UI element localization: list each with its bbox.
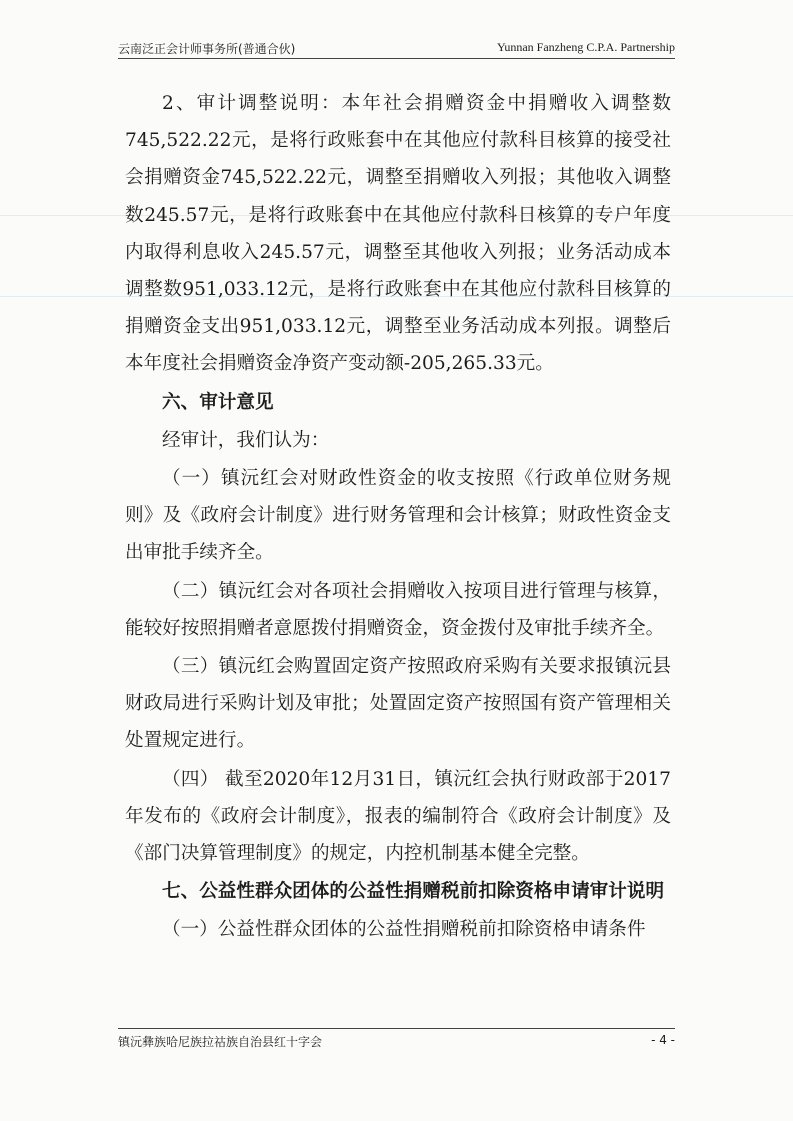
page-header: [118, 36, 675, 59]
firm-name-en: Yunnan Fanzheng C.P.A. Partnership: [497, 40, 675, 54]
heading-tax-deduction: 七、公益性群众团体的公益性捐赠税前扣除资格申请审计说明: [162, 881, 665, 903]
paragraph-opinion-intro: 经审计，我们认为：: [162, 429, 330, 451]
page-footer: [118, 1028, 675, 1051]
organization-name: 镇沅彝族哈尼族拉祜族自治县红十字会: [118, 1035, 323, 1049]
paragraph-opinion-3: （三）镇沅红会购置固定资产按照政府采购有关要求报镇沅县财政局进行采购计划及审批；处置固定资产按照国有资产管理相关处置规定进行。: [125, 656, 671, 752]
document-body: [125, 85, 671, 950]
paragraph-opinion-4: （四） 截至2020年12月31日，镇沅红会执行财政部于2017年发布的《政府会计制度》，报表的编制符合《政府会计制度》及《部门决算管理制度》的规定，内控机制基本健全完整。: [125, 768, 671, 865]
page-number: - 4 -: [651, 1033, 675, 1047]
paragraph-opinion-1: （一）镇沅红会对财政性资金的收支按照《行政单位财务规则》及《政府会计制度》进行财务管理和会计核算；财政性资金支出审批手续齐全。: [125, 468, 671, 564]
heading-audit-opinion: 六、审计意见: [162, 391, 274, 413]
paragraph-audit-adjustment: 2、审计调整说明：本年社会捐赠资金中捐赠收入调整数745,522.22元，是将行政账套中在其他应付款科目核算的接受社会捐赠资金745,522.22元，调整至捐赠收入列报；其他收入调整数245.57元，是将行政账套中在其他应付款科日核算的专户年度内取得利息收入245.57元，调整至其他收入列报；业务活动成本调整数951,033.12元，是将行政账套中在其他应付款科目核算的捐赠资金支出951,033.12元，调整至业务活动成本列报。调整后本年度社会捐赠资金净资产变动额-205,265.33元。: [125, 93, 671, 375]
firm-name-cn: 云南泛正会计师事务所(普通合伙): [118, 42, 296, 56]
paragraph-tax-conditions: （一）公益性群众团体的公益性捐赠税前扣除资格申请条件: [162, 919, 646, 941]
paragraph-opinion-2: （二）镇沅红会对各项社会捐赠收入按项目进行管理与核算，能较好按照捐赠者意愿拨付捐赠资金，资金拨付及审批手续齐全。: [125, 580, 671, 639]
